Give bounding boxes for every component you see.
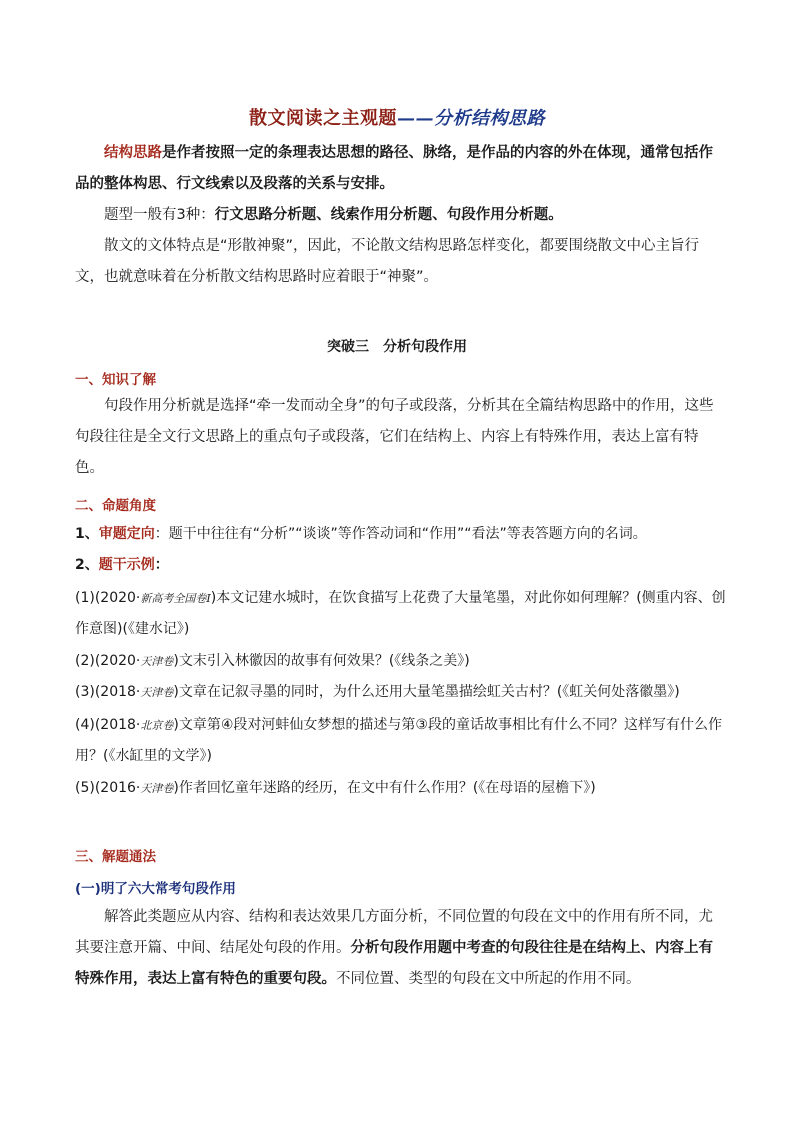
example-num: (2)(2020· — [75, 653, 141, 669]
item1-label: 审题定向 — [98, 526, 155, 542]
item2-num: 2、 — [75, 557, 99, 573]
section-title: 突破三 分析句段作用 — [327, 339, 467, 355]
title-sub: 分析结构思路 — [434, 108, 545, 129]
example-close: ) — [210, 590, 217, 606]
example-num: (3)(2018· — [75, 684, 141, 700]
example-text: 文末引入林徽因的故事有何效果？(《线条之美》) — [178, 653, 470, 669]
part1-heading: 一、知识了解 — [75, 372, 156, 388]
title-main: 散文阅读之主观题 — [249, 108, 397, 129]
part3-sub-heading: (一)明了六大常考句段作用 — [75, 881, 236, 897]
example-1 — [75, 583, 730, 645]
item1-num: 1、 — [75, 526, 99, 542]
example-close: ) — [173, 780, 179, 796]
part1-paragraph: 句段作用分析就是选择“牵一发而动全身”的句子或段落，分析其在全篇结构思路中的作用，这些句段往往是全文行文思路上的重点句子或段落，它们在结构上、内容上有特殊作用，表达上富有特色。 — [75, 398, 714, 476]
part3-heading: 三、解题通法 — [75, 849, 156, 865]
example-text: 文章在记叙寻墨的同时，为什么还用大量笔墨描绘虹关古村？(《虹关何处落徽墨》) — [178, 684, 680, 700]
part3-paragraph — [75, 902, 725, 995]
example-4 — [75, 710, 730, 772]
example-close: ) — [173, 653, 179, 669]
part3-tail: 不同位置、类型的句段在文中所起的作用不同。 — [336, 971, 641, 987]
example-source: 天津卷 — [140, 655, 174, 668]
intro-paragraph-3: 散文的文体特点是“形散神聚”，因此，不论散文结构思路怎样变化，都要围绕散文中心主旨行文，也就意味着在分析散文结构思路时应着眼于“神聚”。 — [75, 238, 700, 285]
intro-p2-bold: 行文思路分析题、线索作用分析题、句段作用分析题。 — [214, 207, 563, 223]
example-text: 作者回忆童年迷路的经历，在文中有什么作用？(《在母语的屋檐下》) — [178, 780, 596, 796]
intro-paragraph-1 — [75, 138, 725, 200]
example-3 — [75, 677, 730, 708]
example-num: (5)(2016· — [75, 780, 141, 796]
example-close: ) — [173, 684, 179, 700]
example-source: 天津卷 — [140, 686, 174, 699]
part3-lead: 解答此类题应从内容、结构和表达效果几方面分析，不同位置的句段在文中的作用有所不同，尤其要注意开篇、中间、结尾处句段的作用。 — [75, 909, 713, 956]
part2-item-2 — [75, 550, 730, 581]
example-text: 文章第④段对河蚌仙女梦想的描述与第③段的童话故事相比有什么不同？这样写有什么作用？(《水缸里的文学》) — [75, 717, 722, 764]
example-source: 天津卷 — [140, 782, 174, 795]
item2-colon: ： — [154, 557, 169, 573]
example-text: 本文记建水城时，在饮食描写上花费了大量笔墨，对此你如何理解？(侧重内容、创作意图)(《建水记》) — [75, 590, 726, 637]
example-num: (1)(2020· — [75, 590, 141, 606]
part3-bold: 分析句段作用题中考查的句段往往是在结构上、内容上有特殊作用，表达上富有特色的重要句段。 — [75, 940, 713, 987]
example-close: ) — [173, 717, 179, 733]
item1-text: ：题干中往往有“分析”“谈谈”等作答动词和“作用”“看法”等表答题方向的名词。 — [154, 526, 647, 542]
example-2 — [75, 646, 730, 677]
page-title — [0, 104, 794, 130]
part2-item-1 — [75, 519, 730, 550]
intro-term: 结构思路 — [104, 145, 162, 161]
intro-paragraph-2 — [75, 200, 725, 231]
example-source: 新高考全国卷Ⅰ — [140, 592, 211, 605]
intro-p2-lead: 题型一般有3种： — [104, 207, 215, 223]
example-source: 北京卷 — [140, 719, 174, 732]
example-num: (4)(2018· — [75, 717, 141, 733]
intro-p1-rest: 是作者按照一定的条理表达思想的路径、脉络，是作品的内容的外在体现，通常包括作品的整体构思、行文线索以及段落的关系与安排。 — [75, 145, 713, 192]
example-5 — [75, 773, 730, 804]
item2-label: 题干示例 — [98, 557, 155, 573]
title-dash: —— — [397, 108, 434, 129]
part2-heading: 二、命题角度 — [75, 498, 156, 514]
